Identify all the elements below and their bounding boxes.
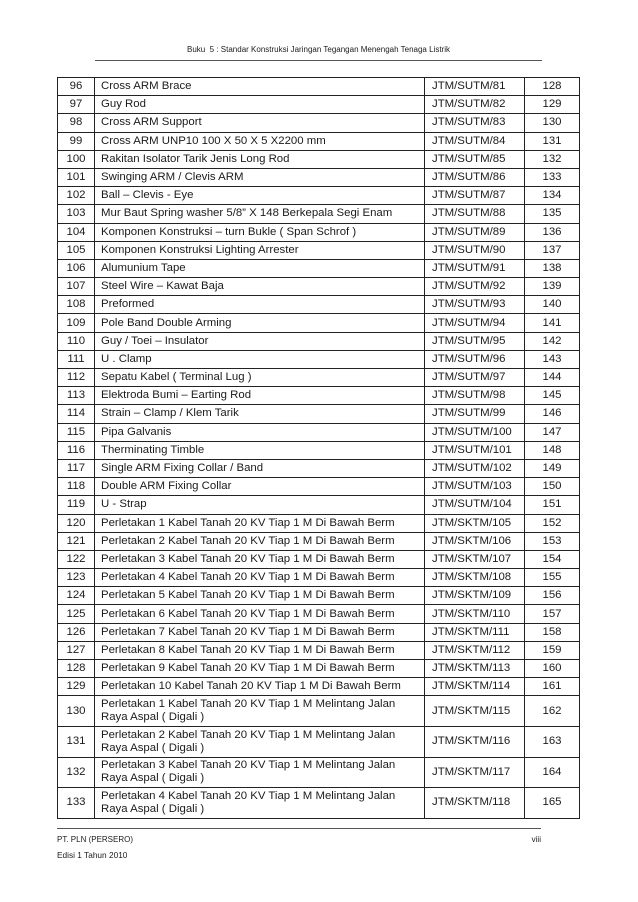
row-drawing-code: JTM/SUTM/83: [425, 114, 525, 131]
row-description: Therminating Timble: [95, 442, 425, 459]
row-number: 125: [58, 605, 95, 622]
row-page-number: 142: [525, 333, 580, 350]
row-description: Pole Band Double Arming: [95, 314, 425, 331]
row-number: 113: [58, 387, 95, 404]
row-drawing-code: JTM/SKTM/113: [425, 660, 525, 677]
table-row: [58, 460, 580, 478]
row-drawing-code: JTM/SKTM/117: [425, 758, 525, 788]
row-page-number: 130: [525, 114, 580, 131]
row-description: Mur Baut Spring washer 5/8” X 148 Berkepala Segi Enam: [95, 205, 425, 222]
row-description: Strain – Clamp / Klem Tarik: [95, 405, 425, 422]
table-row: [58, 424, 580, 442]
table-row: [58, 551, 580, 569]
row-page-number: 164: [525, 758, 580, 788]
row-description: Cross ARM Brace: [95, 78, 425, 95]
header-rule: [95, 60, 542, 61]
row-page-number: 163: [525, 727, 580, 757]
row-page-number: 144: [525, 369, 580, 386]
row-description: Perletakan 5 Kabel Tanah 20 KV Tiap 1 M Di Bawah Berm: [95, 587, 425, 604]
row-description: Sepatu Kabel ( Terminal Lug ): [95, 369, 425, 386]
row-description: Elektroda Bumi – Earting Rod: [95, 387, 425, 404]
row-drawing-code: JTM/SKTM/107: [425, 551, 525, 568]
row-drawing-code: JTM/SUTM/102: [425, 460, 525, 477]
row-description: Alumunium Tape: [95, 260, 425, 277]
row-description: Rakitan Isolator Tarik Jenis Long Rod: [95, 151, 425, 168]
table-row: [58, 587, 580, 605]
row-description: Perletakan 2 Kabel Tanah 20 KV Tiap 1 M Di Bawah Berm: [95, 533, 425, 550]
row-description: Double ARM Fixing Collar: [95, 478, 425, 495]
row-page-number: 159: [525, 642, 580, 659]
row-number: 133: [58, 788, 95, 818]
row-number: 97: [58, 96, 95, 113]
row-number: 126: [58, 624, 95, 641]
table-row: [58, 242, 580, 260]
row-drawing-code: JTM/SUTM/97: [425, 369, 525, 386]
row-description: Komponen Konstruksi – turn Bukle ( Span Schrof ): [95, 224, 425, 241]
row-number: 118: [58, 478, 95, 495]
row-number: 105: [58, 242, 95, 259]
row-page-number: 153: [525, 533, 580, 550]
row-number: 98: [58, 114, 95, 131]
row-drawing-code: JTM/SUTM/104: [425, 496, 525, 513]
table-row: [58, 314, 580, 332]
row-drawing-code: JTM/SUTM/81: [425, 78, 525, 95]
row-number: 115: [58, 424, 95, 441]
table-row: [58, 533, 580, 551]
row-page-number: 154: [525, 551, 580, 568]
row-description: Perletakan 4 Kabel Tanah 20 KV Tiap 1 M Melintang Jalan Raya Aspal ( Digali ): [95, 788, 425, 818]
row-page-number: 148: [525, 442, 580, 459]
row-drawing-code: JTM/SKTM/118: [425, 788, 525, 818]
row-drawing-code: JTM/SKTM/111: [425, 624, 525, 641]
row-description: Perletakan 3 Kabel Tanah 20 KV Tiap 1 M Melintang Jalan Raya Aspal ( Digali ): [95, 758, 425, 788]
row-drawing-code: JTM/SKTM/116: [425, 727, 525, 757]
row-drawing-code: JTM/SUTM/90: [425, 242, 525, 259]
table-row: [58, 351, 580, 369]
row-drawing-code: JTM/SKTM/106: [425, 533, 525, 550]
table-row: [58, 605, 580, 623]
row-drawing-code: JTM/SKTM/105: [425, 515, 525, 532]
row-drawing-code: JTM/SUTM/96: [425, 351, 525, 368]
row-description: Steel Wire – Kawat Baja: [95, 278, 425, 295]
row-page-number: 139: [525, 278, 580, 295]
row-description: U . Clamp: [95, 351, 425, 368]
row-drawing-code: JTM/SUTM/99: [425, 405, 525, 422]
table-row: [58, 333, 580, 351]
row-page-number: 149: [525, 460, 580, 477]
row-number: 107: [58, 278, 95, 295]
row-description: Pipa Galvanis: [95, 424, 425, 441]
table-row: [58, 496, 580, 514]
row-drawing-code: JTM/SUTM/88: [425, 205, 525, 222]
row-drawing-code: JTM/SUTM/86: [425, 169, 525, 186]
row-description: Komponen Konstruksi Lighting Arrester: [95, 242, 425, 259]
row-number: 111: [58, 351, 95, 368]
table-row: [58, 660, 580, 678]
row-drawing-code: JTM/SUTM/93: [425, 296, 525, 313]
row-page-number: 162: [525, 696, 580, 726]
row-number: 100: [58, 151, 95, 168]
row-drawing-code: JTM/SUTM/82: [425, 96, 525, 113]
row-number: 96: [58, 78, 95, 95]
row-description: Ball – Clevis - Eye: [95, 187, 425, 204]
row-description: Swinging ARM / Clevis ARM: [95, 169, 425, 186]
row-number: 101: [58, 169, 95, 186]
row-drawing-code: JTM/SUTM/103: [425, 478, 525, 495]
row-number: 104: [58, 224, 95, 241]
table-row: [58, 96, 580, 114]
row-description: Perletakan 4 Kabel Tanah 20 KV Tiap 1 M Di Bawah Berm: [95, 569, 425, 586]
row-number: 116: [58, 442, 95, 459]
row-page-number: 134: [525, 187, 580, 204]
row-page-number: 150: [525, 478, 580, 495]
table-row: [58, 405, 580, 423]
row-drawing-code: JTM/SUTM/87: [425, 187, 525, 204]
row-page-number: 156: [525, 587, 580, 604]
row-number: 112: [58, 369, 95, 386]
table-row: [58, 278, 580, 296]
row-number: 128: [58, 660, 95, 677]
row-number: 131: [58, 727, 95, 757]
row-number: 114: [58, 405, 95, 422]
row-page-number: 147: [525, 424, 580, 441]
row-drawing-code: JTM/SUTM/85: [425, 151, 525, 168]
row-number: 117: [58, 460, 95, 477]
row-number: 122: [58, 551, 95, 568]
row-page-number: 151: [525, 496, 580, 513]
table-row: [58, 642, 580, 660]
table-row: [58, 78, 580, 96]
table-row: [58, 758, 580, 789]
row-drawing-code: JTM/SKTM/114: [425, 678, 525, 695]
row-page-number: 136: [525, 224, 580, 241]
table-row: [58, 515, 580, 533]
row-number: 121: [58, 533, 95, 550]
row-description: Single ARM Fixing Collar / Band: [95, 460, 425, 477]
row-drawing-code: JTM/SKTM/112: [425, 642, 525, 659]
row-description: Perletakan 3 Kabel Tanah 20 KV Tiap 1 M Di Bawah Berm: [95, 551, 425, 568]
row-page-number: 160: [525, 660, 580, 677]
row-page-number: 133: [525, 169, 580, 186]
row-drawing-code: JTM/SUTM/98: [425, 387, 525, 404]
row-drawing-code: JTM/SUTM/100: [425, 424, 525, 441]
row-page-number: 145: [525, 387, 580, 404]
row-number: 99: [58, 133, 95, 150]
row-description: Perletakan 6 Kabel Tanah 20 KV Tiap 1 M Di Bawah Berm: [95, 605, 425, 622]
table-row: [58, 133, 580, 151]
row-number: 103: [58, 205, 95, 222]
row-number: 132: [58, 758, 95, 788]
table-row: [58, 788, 580, 819]
row-description: U - Strap: [95, 496, 425, 513]
table-row: [58, 369, 580, 387]
row-number: 127: [58, 642, 95, 659]
row-description: Cross ARM Support: [95, 114, 425, 131]
table-row: [58, 727, 580, 758]
row-description: Perletakan 10 Kabel Tanah 20 KV Tiap 1 M Di Bawah Berm: [95, 678, 425, 695]
row-number: 129: [58, 678, 95, 695]
table-row: [58, 260, 580, 278]
row-number: 130: [58, 696, 95, 726]
table-row: [58, 151, 580, 169]
row-description: Preformed: [95, 296, 425, 313]
table-row: [58, 387, 580, 405]
row-drawing-code: JTM/SUTM/92: [425, 278, 525, 295]
row-description: Perletakan 9 Kabel Tanah 20 KV Tiap 1 M Di Bawah Berm: [95, 660, 425, 677]
table-row: [58, 187, 580, 205]
row-page-number: 137: [525, 242, 580, 259]
row-page-number: 138: [525, 260, 580, 277]
row-description: Guy Rod: [95, 96, 425, 113]
table-row: [58, 169, 580, 187]
table-row: [58, 569, 580, 587]
table-row: [58, 296, 580, 314]
row-description: Perletakan 2 Kabel Tanah 20 KV Tiap 1 M Melintang Jalan Raya Aspal ( Digali ): [95, 727, 425, 757]
table-row: [58, 678, 580, 696]
row-drawing-code: JTM/SUTM/91: [425, 260, 525, 277]
row-description: Perletakan 1 Kabel Tanah 20 KV Tiap 1 M Melintang Jalan Raya Aspal ( Digali ): [95, 696, 425, 726]
table-row: [58, 624, 580, 642]
row-drawing-code: JTM/SUTM/94: [425, 314, 525, 331]
row-description: Perletakan 7 Kabel Tanah 20 KV Tiap 1 M Di Bawah Berm: [95, 624, 425, 641]
row-number: 108: [58, 296, 95, 313]
table-row: [58, 442, 580, 460]
row-drawing-code: JTM/SUTM/95: [425, 333, 525, 350]
row-drawing-code: JTM/SKTM/115: [425, 696, 525, 726]
row-number: 123: [58, 569, 95, 586]
row-number: 124: [58, 587, 95, 604]
table-row: [58, 696, 580, 727]
row-page-number: 132: [525, 151, 580, 168]
table-row: [58, 205, 580, 223]
row-page-number: 131: [525, 133, 580, 150]
row-number: 106: [58, 260, 95, 277]
row-description: Cross ARM UNP10 100 X 50 X 5 X2200 mm: [95, 133, 425, 150]
footer-rule: [57, 828, 541, 829]
row-page-number: 165: [525, 788, 580, 818]
row-drawing-code: JTM/SUTM/101: [425, 442, 525, 459]
row-drawing-code: JTM/SKTM/108: [425, 569, 525, 586]
footer-edition: Edisi 1 Tahun 2010: [57, 850, 128, 860]
row-page-number: 135: [525, 205, 580, 222]
row-page-number: 161: [525, 678, 580, 695]
footer-page-number: viii: [531, 835, 541, 844]
row-number: 120: [58, 515, 95, 532]
row-page-number: 157: [525, 605, 580, 622]
row-number: 119: [58, 496, 95, 513]
row-number: 110: [58, 333, 95, 350]
running-header: Buku 5 : Standar Konstruksi Jaringan Tegangan Menengah Tenaga Listrik: [187, 45, 450, 54]
row-page-number: 129: [525, 96, 580, 113]
row-page-number: 143: [525, 351, 580, 368]
row-number: 109: [58, 314, 95, 331]
table-row: [58, 478, 580, 496]
row-drawing-code: JTM/SUTM/84: [425, 133, 525, 150]
row-description: Perletakan 8 Kabel Tanah 20 KV Tiap 1 M Di Bawah Berm: [95, 642, 425, 659]
footer-company: PT. PLN (PERSERO): [57, 835, 134, 844]
row-drawing-code: JTM/SKTM/110: [425, 605, 525, 622]
row-number: 102: [58, 187, 95, 204]
row-drawing-code: JTM/SKTM/109: [425, 587, 525, 604]
row-page-number: 155: [525, 569, 580, 586]
table-row: [58, 114, 580, 132]
row-page-number: 158: [525, 624, 580, 641]
row-description: Perletakan 1 Kabel Tanah 20 KV Tiap 1 M Di Bawah Berm: [95, 515, 425, 532]
row-page-number: 141: [525, 314, 580, 331]
row-drawing-code: JTM/SUTM/89: [425, 224, 525, 241]
toc-table: [57, 77, 580, 819]
row-description: Guy / Toei – Insulator: [95, 333, 425, 350]
table-row: [58, 224, 580, 242]
row-page-number: 128: [525, 78, 580, 95]
row-page-number: 152: [525, 515, 580, 532]
row-page-number: 146: [525, 405, 580, 422]
row-page-number: 140: [525, 296, 580, 313]
